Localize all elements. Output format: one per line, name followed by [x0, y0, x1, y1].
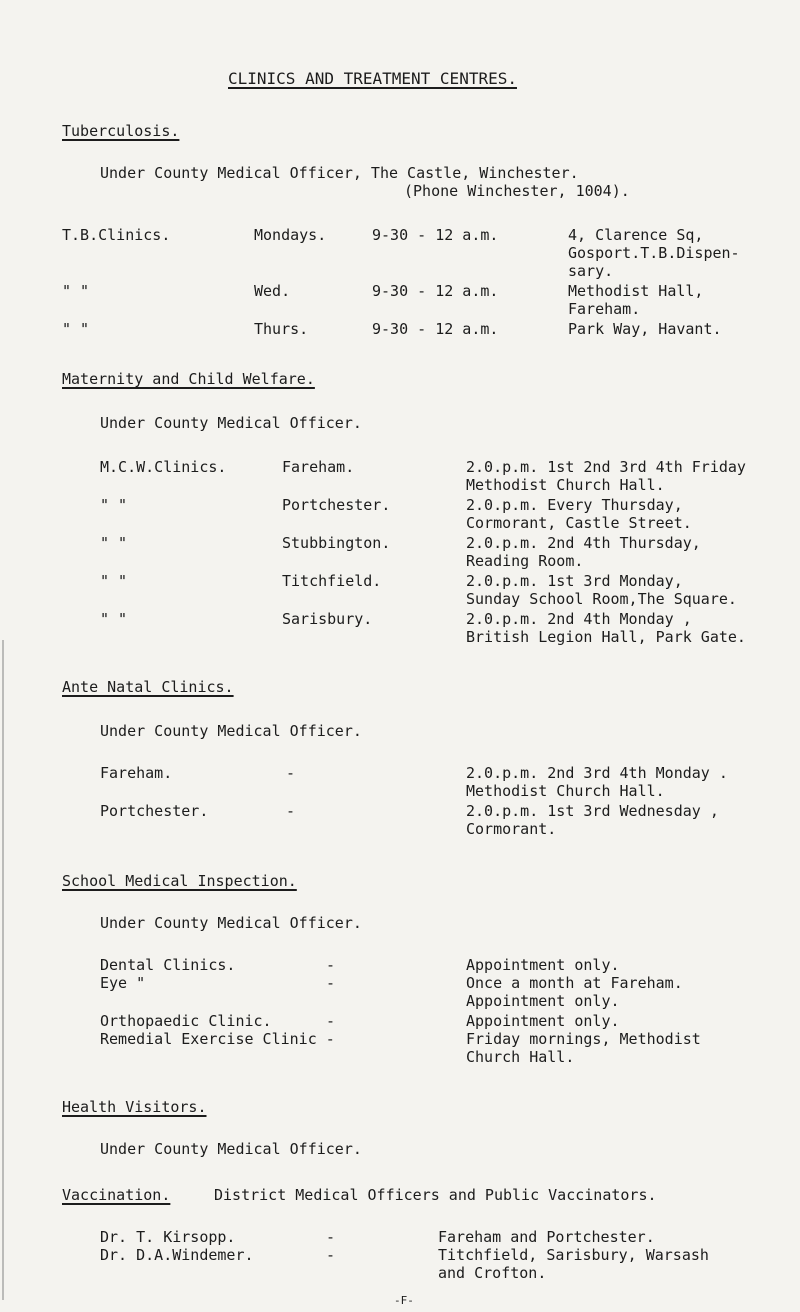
antenatal-heading: Ante Natal Clinics. — [62, 678, 234, 696]
mcw-row-place: Stubbington. — [282, 534, 391, 552]
vaccinator-area: Titchfield, Sarisbury, Warsash — [438, 1246, 709, 1264]
antenatal-row-venue: Cormorant. — [466, 820, 557, 838]
mcw-row-type: " " — [100, 610, 128, 628]
antenatal-row-schedule: 2.0.p.m. 1st 3rd Wednesday , — [466, 802, 719, 820]
vaccinator-name: Dr. D.A.Windemer. — [100, 1246, 254, 1264]
school-row-detail: Church Hall. — [466, 1048, 575, 1066]
tb-row-time: 9-30 - 12 a.m. — [372, 226, 499, 244]
mcw-row-schedule: 2.0.p.m. 1st 2nd 3rd 4th Friday — [466, 458, 746, 476]
tb-row-location: Park Way, Havant. — [568, 320, 722, 338]
vaccinator-area: Fareham and Portchester. — [438, 1228, 655, 1246]
mcw-row-schedule: 2.0.p.m. 2nd 4th Thursday, — [466, 534, 701, 552]
antenatal-row-dash: - — [286, 764, 296, 782]
mcw-row-schedule: 2.0.p.m. 1st 3rd Monday, — [466, 572, 683, 590]
mcw-row-venue: Methodist Church Hall. — [466, 476, 665, 494]
maternity-heading: Maternity and Child Welfare. — [62, 370, 315, 388]
mcw-row-type: " " — [100, 534, 128, 552]
health-visitors-heading: Health Visitors. — [62, 1098, 207, 1116]
school-row-detail: Appointment only. — [466, 1012, 620, 1030]
antenatal-row-place: Portchester. — [100, 802, 209, 820]
mcw-row-venue: British Legion Hall, Park Gate. — [466, 628, 746, 646]
mcw-row-place: Fareham. — [282, 458, 355, 476]
school-row-detail: Friday mornings, Methodist — [466, 1030, 701, 1048]
tb-row-type: " " — [62, 320, 90, 338]
mcw-row-venue: Cormorant, Castle Street. — [466, 514, 692, 532]
maternity-officer-line: Under County Medical Officer. — [100, 414, 362, 432]
school-row-detail: Appointment only. — [466, 956, 620, 974]
health-visitors-officer-line: Under County Medical Officer. — [100, 1140, 362, 1158]
mcw-row-place: Portchester. — [282, 496, 391, 514]
tb-row-location: sary. — [568, 262, 614, 280]
vaccinator-name: Dr. T. Kirsopp. — [100, 1228, 236, 1246]
mcw-row-type: " " — [100, 572, 128, 590]
vaccination-subheading: District Medical Officers and Public Vaccinators. — [214, 1186, 657, 1204]
school-row-dash: - — [326, 956, 336, 974]
school-row-name: Dental Clinics. — [100, 956, 236, 974]
antenatal-row-schedule: 2.0.p.m. 2nd 3rd 4th Monday . — [466, 764, 728, 782]
tb-row-type: " " — [62, 282, 90, 300]
school-row-dash: - — [326, 1012, 336, 1030]
tb-officer-line: Under County Medical Officer, The Castle, Winchester. — [100, 164, 579, 182]
tb-row-day: Mondays. — [254, 226, 327, 244]
tb-phone-line: (Phone Winchester, 1004). — [404, 182, 630, 200]
tb-row-location: Fareham. — [568, 300, 641, 318]
tb-row-day: Thurs. — [254, 320, 309, 338]
antenatal-row-dash: - — [286, 802, 296, 820]
mcw-row-type: " " — [100, 496, 128, 514]
antenatal-officer-line: Under County Medical Officer. — [100, 722, 362, 740]
school-row-dash: - — [326, 974, 336, 992]
antenatal-row-venue: Methodist Church Hall. — [466, 782, 665, 800]
tb-row-location: Methodist Hall, — [568, 282, 704, 300]
mcw-row-venue: Sunday School Room,The Square. — [466, 590, 737, 608]
school-heading: School Medical Inspection. — [62, 872, 297, 890]
mcw-row-schedule: 2.0.p.m. 2nd 4th Monday , — [466, 610, 692, 628]
vaccinator-dash: - — [326, 1246, 336, 1264]
school-row-detail: Once a month at Fareham. — [466, 974, 683, 992]
vaccinator-area: and Crofton. — [438, 1264, 547, 1282]
school-row-name: Remedial Exercise Clinic - — [100, 1030, 335, 1048]
school-officer-line: Under County Medical Officer. — [100, 914, 362, 932]
tuberculosis-heading: Tuberculosis. — [62, 122, 180, 140]
mcw-row-place: Sarisbury. — [282, 610, 373, 628]
tb-row-day: Wed. — [254, 282, 291, 300]
mcw-row-type: M.C.W.Clinics. — [100, 458, 227, 476]
school-row-name: Orthopaedic Clinic. — [100, 1012, 272, 1030]
tb-row-time: 9-30 - 12 a.m. — [372, 320, 499, 338]
school-row-detail: Appointment only. — [466, 992, 620, 1010]
antenatal-row-place: Fareham. — [100, 764, 173, 782]
tb-row-type: T.B.Clinics. — [62, 226, 171, 244]
mcw-row-place: Titchfield. — [282, 572, 382, 590]
vaccination-heading: Vaccination. — [62, 1186, 171, 1204]
page-title: CLINICS AND TREATMENT CENTRES. — [228, 69, 517, 88]
vaccinator-dash: - — [326, 1228, 336, 1246]
scan-edge-line — [2, 640, 4, 1300]
school-row-name: Eye " — [100, 974, 146, 992]
mcw-row-schedule: 2.0.p.m. Every Thursday, — [466, 496, 683, 514]
page-mark: -F- — [394, 1294, 414, 1307]
tb-row-location: Gosport.T.B.Dispen- — [568, 244, 740, 262]
mcw-row-venue: Reading Room. — [466, 552, 584, 570]
tb-row-time: 9-30 - 12 a.m. — [372, 282, 499, 300]
tb-row-location: 4, Clarence Sq, — [568, 226, 704, 244]
